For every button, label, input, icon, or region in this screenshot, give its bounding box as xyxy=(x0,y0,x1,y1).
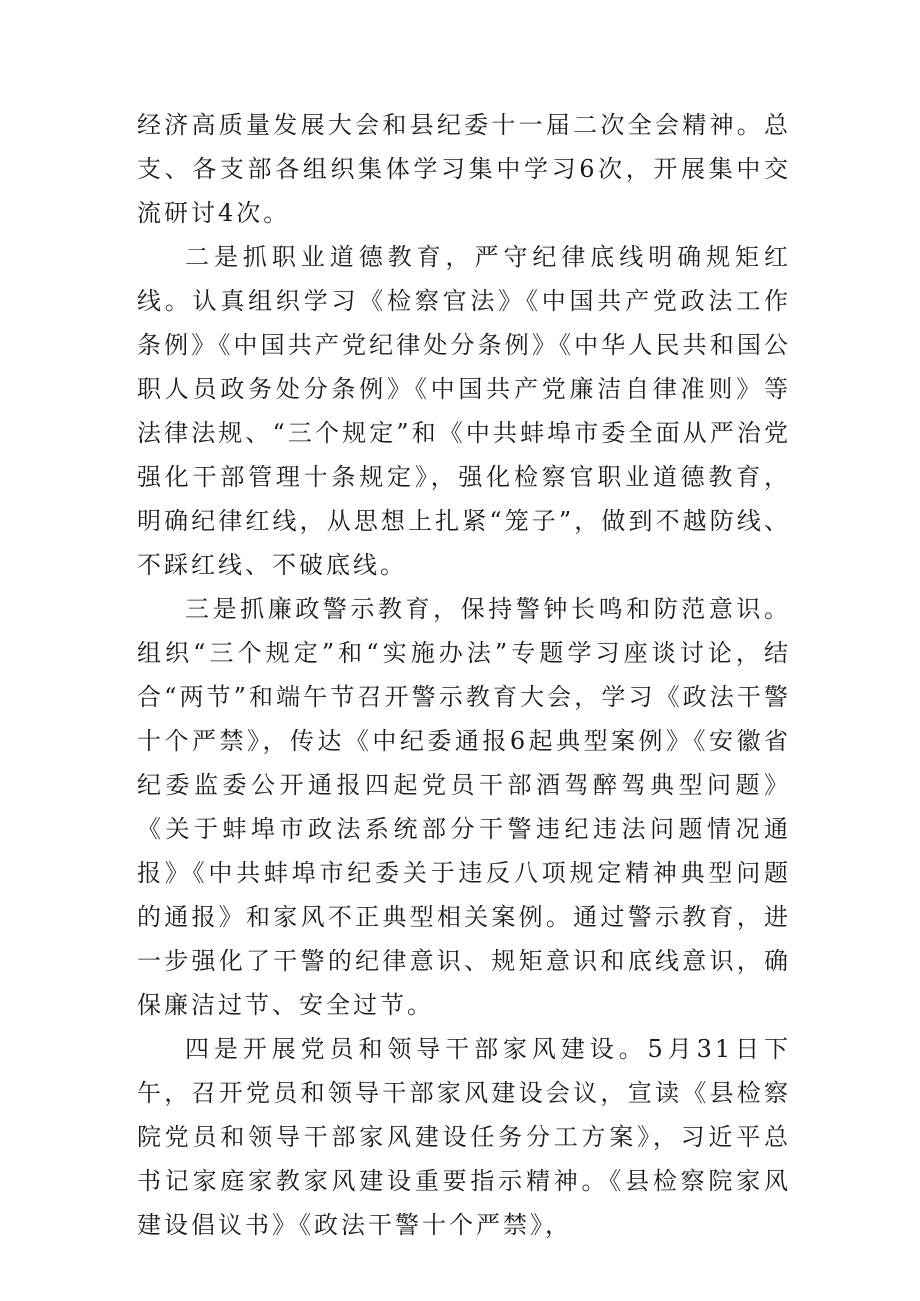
paragraph-professional-ethics: 二是抓职业道德教育，严守纪律底线明确规矩红线。认真组织学习《检察官法》《中国共产党政法工作条例》《中国共产党纪律处分条例》《中华人民共和国公职人员政务处分条例》《中国共产党廉洁自律准则》等法律法规、“三个规定”和《中共蚌埠市委全面从严治党强化干部管理十条规定》，强化检察官职业道德教育，明确纪律红线，从思想上扎紧“笼子”，做到不越防线、不踩红线、不破底线。 xyxy=(137,243,791,579)
paragraph-continuation: 经济高质量发展大会和县纪委十一届二次全会精神。总支、各支部各组织集体学习集中学习6次，开展集中交流研讨4次。 xyxy=(137,111,791,227)
paragraph-warning-education: 三是抓廉政警示教育，保持警钟长鸣和防范意识。组织“三个规定”和“实施办法”专题学习座谈讨论，结合“两节”和端午节召开警示教育大会，学习《政法干警十个严禁》，传达《中纪委通报6起典型案例》《安徽省纪委监委公开通报四起党员干部酒驾醉驾典型问题》《关于蚌埠市政法系统部分干警违纪违法问题情况通报》《中共蚌埠市纪委关于违反八项规定精神典型问题的通报》和家风不正典型相关案例。通过警示教育，进一步强化了干警的纪律意识、规矩意识和底线意识，确保廉洁过节、安全过节。 xyxy=(137,595,791,1019)
document-body xyxy=(137,103,791,1247)
paragraph-family-tradition: 四是开展党员和领导干部家风建设。5月31日下午，召开党员和领导干部家风建设会议，宣读《县检察院党员和领导干部家风建设任务分工方案》，习近平总书记家庭家教家风建设重要指示精神。《县检察院家风建设倡议书》《政法干警十个严禁》， xyxy=(137,1035,791,1239)
